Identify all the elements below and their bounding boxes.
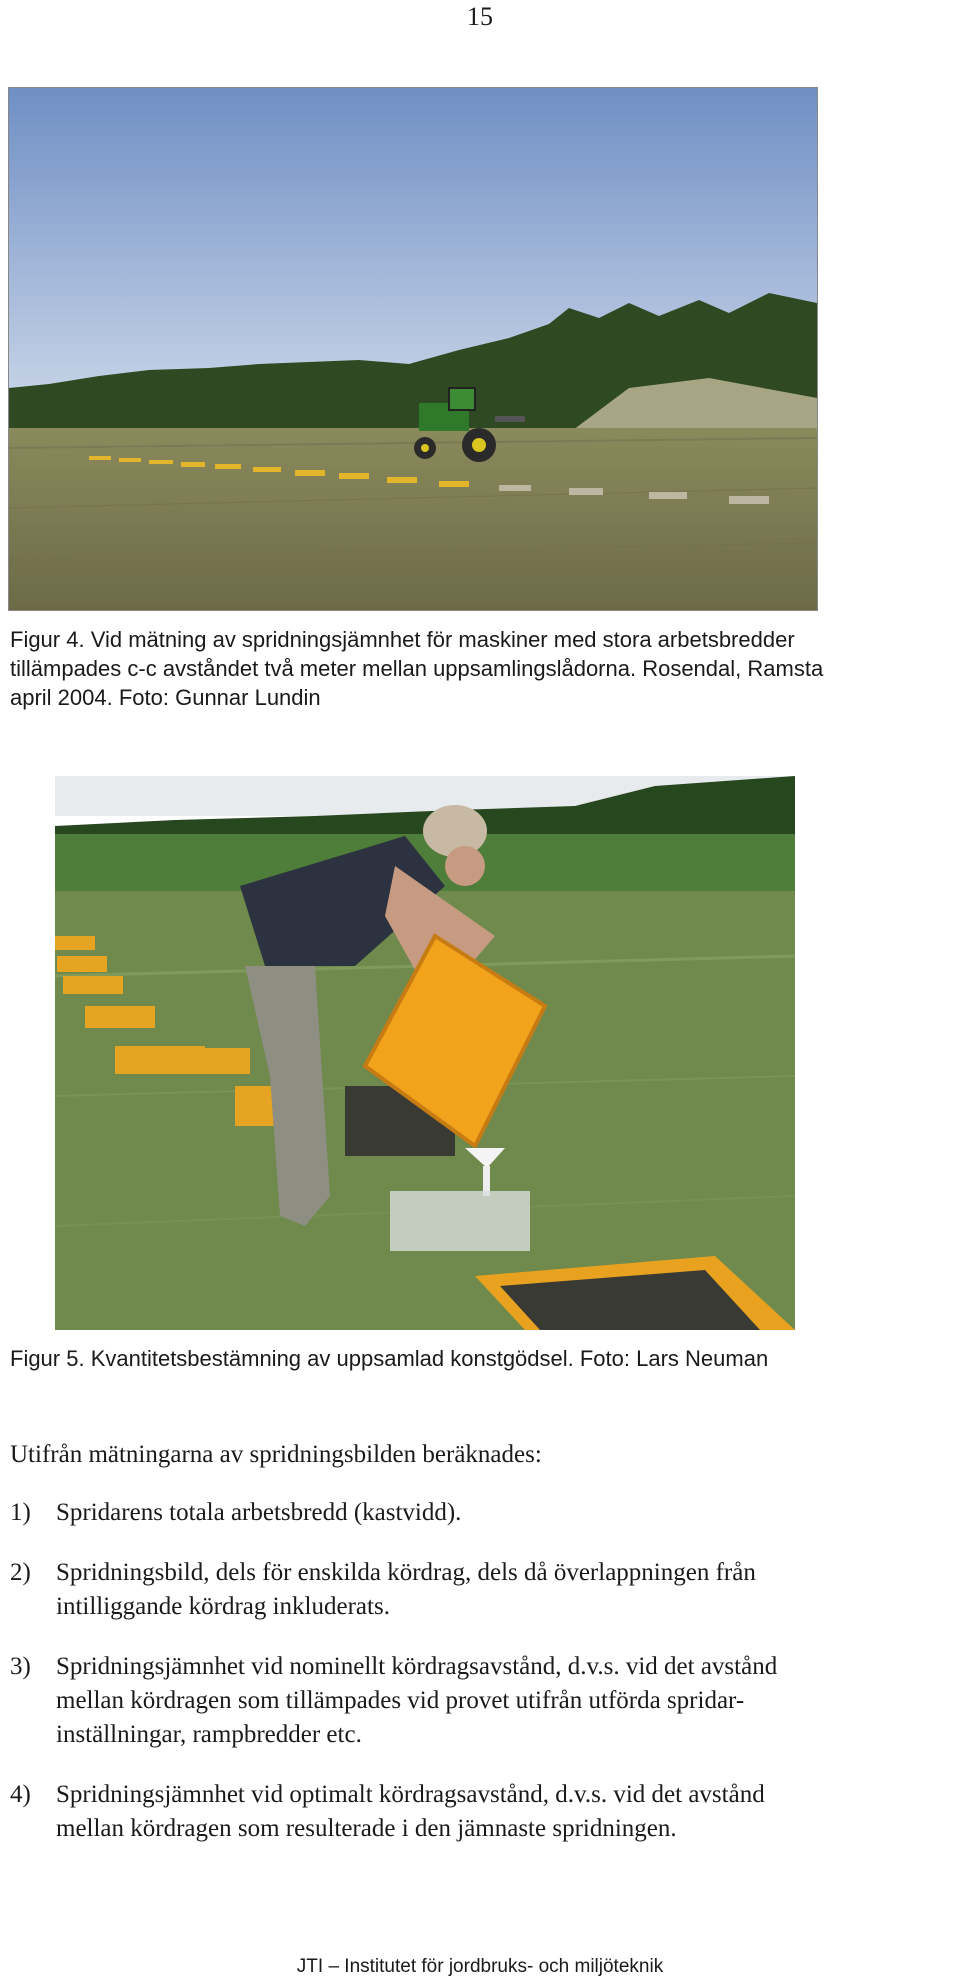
list-text: Spridarens totala arbetsbredd (kastvidd).: [56, 1499, 462, 1526]
list-text-line: Spridningsjämnhet vid nominellt kördragsavstånd, d.v.s. vid det avstånd: [56, 1653, 778, 1680]
list-text-line: intilliggande kördrag inkluderats.: [56, 1593, 390, 1620]
intro-paragraph: Utifrån mätningarna av spridningsbilden beräknades:: [10, 1441, 542, 1468]
figure-5-photo: [55, 776, 795, 1330]
figure-5-caption: Figur 5. Kvantitetsbestämning av uppsamlad konstgödsel. Foto: Lars Neuman: [10, 1346, 769, 1371]
list-text-line: Spridningsjämnhet vid optimalt kördragsavstånd, d.v.s. vid det avstånd: [56, 1781, 765, 1808]
list-number: 4): [10, 1781, 31, 1808]
list-text-line: mellan kördragen som resulterade i den jämnaste spridningen.: [56, 1815, 677, 1842]
list-number: 1): [10, 1499, 31, 1526]
list-text-line: Spridningsbild, dels för enskilda kördrag, dels då överlappningen från: [56, 1559, 756, 1586]
figure-4-caption-line: Figur 4. Vid mätning av spridningsjämnhet för maskiner med stora arbetsbredder: [10, 627, 795, 652]
page-footer: JTI – Institutet för jordbruks- och miljöteknik: [296, 1956, 664, 1977]
list-text: [56, 1556, 956, 1624]
figure-4-caption: [10, 625, 950, 712]
list-text: [56, 1650, 956, 1752]
figure-4-caption-line: tillämpades c-c avståndet två meter mellan uppsamlingslådorna. Rosendal, Ramsta: [10, 656, 824, 681]
figure-4-caption-line: april 2004. Foto: Gunnar Lundin: [10, 685, 321, 710]
list-number: 2): [10, 1559, 31, 1586]
list-text: [56, 1778, 956, 1846]
figure-4-photo: [8, 87, 818, 611]
list-text-line: inställningar, rampbredder etc.: [56, 1721, 362, 1748]
list-number: 3): [10, 1653, 31, 1680]
list-text-line: mellan kördragen som tillämpades vid provet utifrån utförda spridar-: [56, 1687, 745, 1714]
page-number: 15: [467, 2, 493, 31]
